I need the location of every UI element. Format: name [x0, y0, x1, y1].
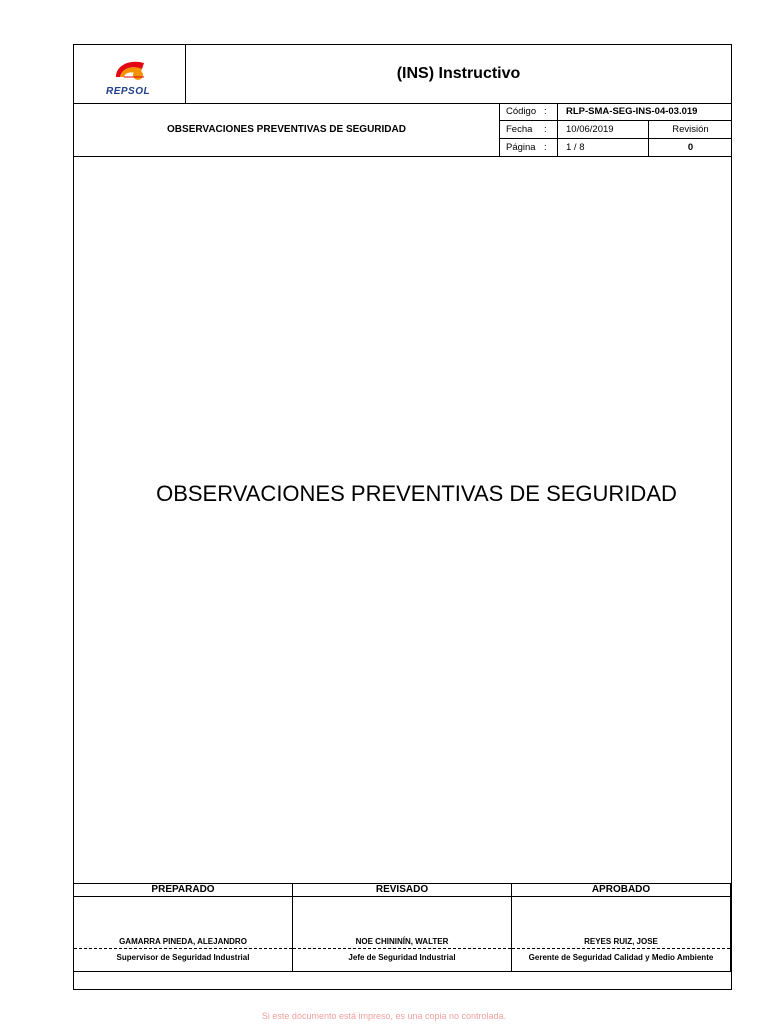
document-page [73, 44, 732, 990]
signature-column-prepared [74, 884, 293, 971]
header-top-row [74, 45, 731, 104]
pagina-value-cell [557, 139, 648, 156]
approval-signature-table [74, 883, 731, 972]
pagina-row [500, 139, 731, 156]
header-sub-row [74, 103, 731, 157]
signer-name: REYES RUIZ, JOSE [512, 936, 730, 949]
codigo-value-cell [557, 103, 731, 120]
document-title-header: OBSERVACIONES PREVENTIVAS DE SEGURIDAD [74, 103, 500, 156]
signer-role: Jefe de Seguridad Industrial [348, 953, 456, 962]
signer-name: GAMARRA PINEDA, ALEJANDRO [74, 936, 292, 949]
logo-cell [74, 45, 186, 103]
codigo-value: RLP-SMA-SEG-INS-04-03.019 [566, 106, 698, 117]
signer-name: NOE CHININÍN, WALTER [293, 936, 511, 949]
pagina-value: 1 / 8 [566, 142, 585, 153]
fecha-value: 10/06/2019 [566, 124, 614, 135]
repsol-logo-icon [110, 55, 150, 85]
fecha-row [500, 121, 731, 139]
codigo-label: Código : [506, 106, 547, 117]
signature-heading: APROBADO [512, 884, 730, 897]
signature-column-approved [512, 884, 731, 971]
fecha-label: Fecha : [506, 124, 547, 135]
signature-column-reviewed [293, 884, 512, 971]
metadata-table [500, 103, 731, 156]
signature-heading: REVISADO [293, 884, 511, 897]
signer-role: Supervisor de Seguridad Industrial [116, 953, 250, 962]
document-type-title: (INS) Instructivo [396, 65, 521, 82]
revision-value: 0 [648, 139, 732, 156]
signature-heading: PREPARADO [74, 884, 292, 897]
uncontrolled-copy-notice: Si este documento está impreso, es una copia no controlada. [261, 1011, 507, 1021]
codigo-row [500, 103, 731, 121]
pagina-label: Página : [506, 142, 547, 153]
logo-text: REPSOL [106, 86, 151, 97]
signer-role: Gerente de Seguridad Calidad y Medio Ambiente [528, 953, 714, 962]
main-document-title: OBSERVACIONES PREVENTIVAS DE SEGURIDAD [156, 481, 677, 506]
revision-label: Revisión [648, 121, 732, 138]
fecha-value-cell [557, 121, 648, 138]
